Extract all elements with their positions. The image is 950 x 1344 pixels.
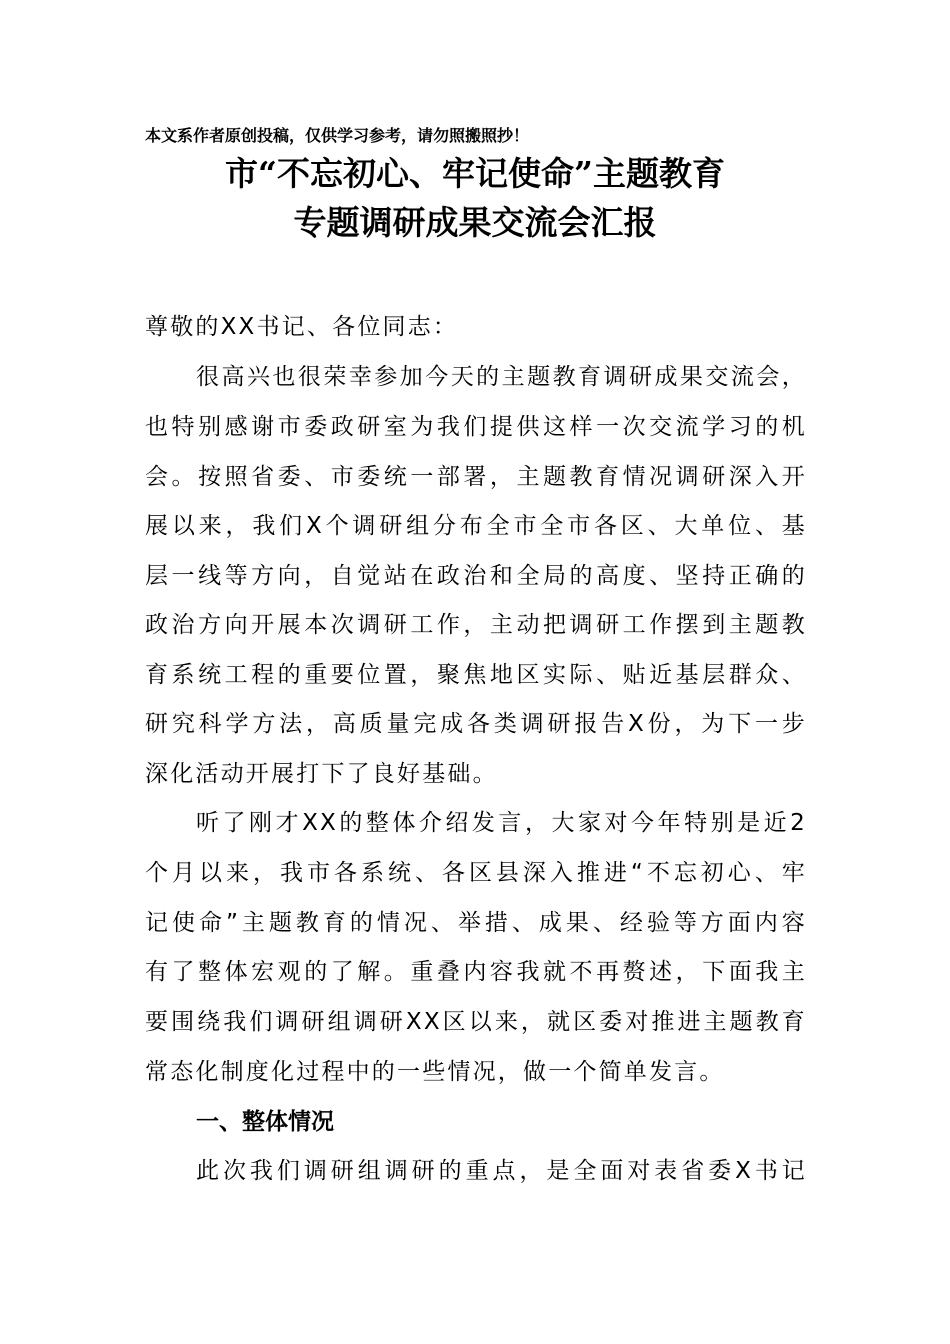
document-title-line-2: 专题调研成果交流会汇报 — [293, 203, 657, 242]
paragraph-2-line-6: 常态化制度化过程中的一些情况，做一个简单发言。 — [145, 1059, 725, 1085]
paragraph-1-line-3: 会。按照省委、市委统一部署，主题教育情况调研深入开 — [145, 464, 807, 490]
paragraph-2-line-1: 听了刚才XX的整体介绍发言，大家对今年特别是近2 — [196, 810, 807, 836]
paragraph-1-line-7: 育系统工程的重要位置，聚焦地区实际、贴近基层群众、 — [145, 662, 807, 688]
paragraph-2-line-4: 有了整体宏观的了解。重叠内容我就不再赘述，下面我主 — [145, 959, 807, 985]
paragraph-1-line-8: 研究科学方法，高质量完成各类调研报告X份，为下一步 — [145, 711, 807, 737]
paragraph-1-line-2: 也特别感谢市委政研室为我们提供这样一次交流学习的机 — [145, 414, 807, 440]
section-heading: 一、整体情况 — [196, 1109, 334, 1135]
paragraph-1-line-4: 展以来，我们X个调研组分布全市全市各区、大单位、基 — [145, 513, 807, 539]
copyright-notice: 本文系作者原创投稿，仅供学习参考，请勿照搬照抄！ — [145, 126, 530, 145]
paragraph-2-line-5: 要围绕我们调研组调研XX区以来，就区委对推进主题教育 — [145, 1009, 807, 1035]
paragraph-1-line-1: 很高兴也很荣幸参加今天的主题教育调研成果交流会， — [196, 364, 807, 390]
paragraph-1-line-5: 层一线等方向，自觉站在政治和全局的高度、坚持正确的 — [145, 563, 807, 589]
document-title-line-1: 市“不忘初心、牢记使命”主题教育 — [225, 154, 725, 193]
salutation: 尊敬的XX书记、各位同志： — [145, 314, 459, 340]
paragraph-1-line-9: 深化活动开展打下了良好基础。 — [145, 761, 498, 787]
paragraph-1-line-6: 政治方向开展本次调研工作，主动把调研工作摆到主题教 — [145, 612, 807, 638]
section-paragraph-line-1: 此次我们调研组调研的重点，是全面对表省委X书记 — [196, 1158, 807, 1184]
paragraph-2-line-2: 个月以来，我市各系统、各区县深入推进“不忘初心、牢 — [145, 860, 807, 886]
paragraph-2-line-3: 记使命”主题教育的情况、举措、成果、经验等方面内容 — [145, 910, 807, 936]
